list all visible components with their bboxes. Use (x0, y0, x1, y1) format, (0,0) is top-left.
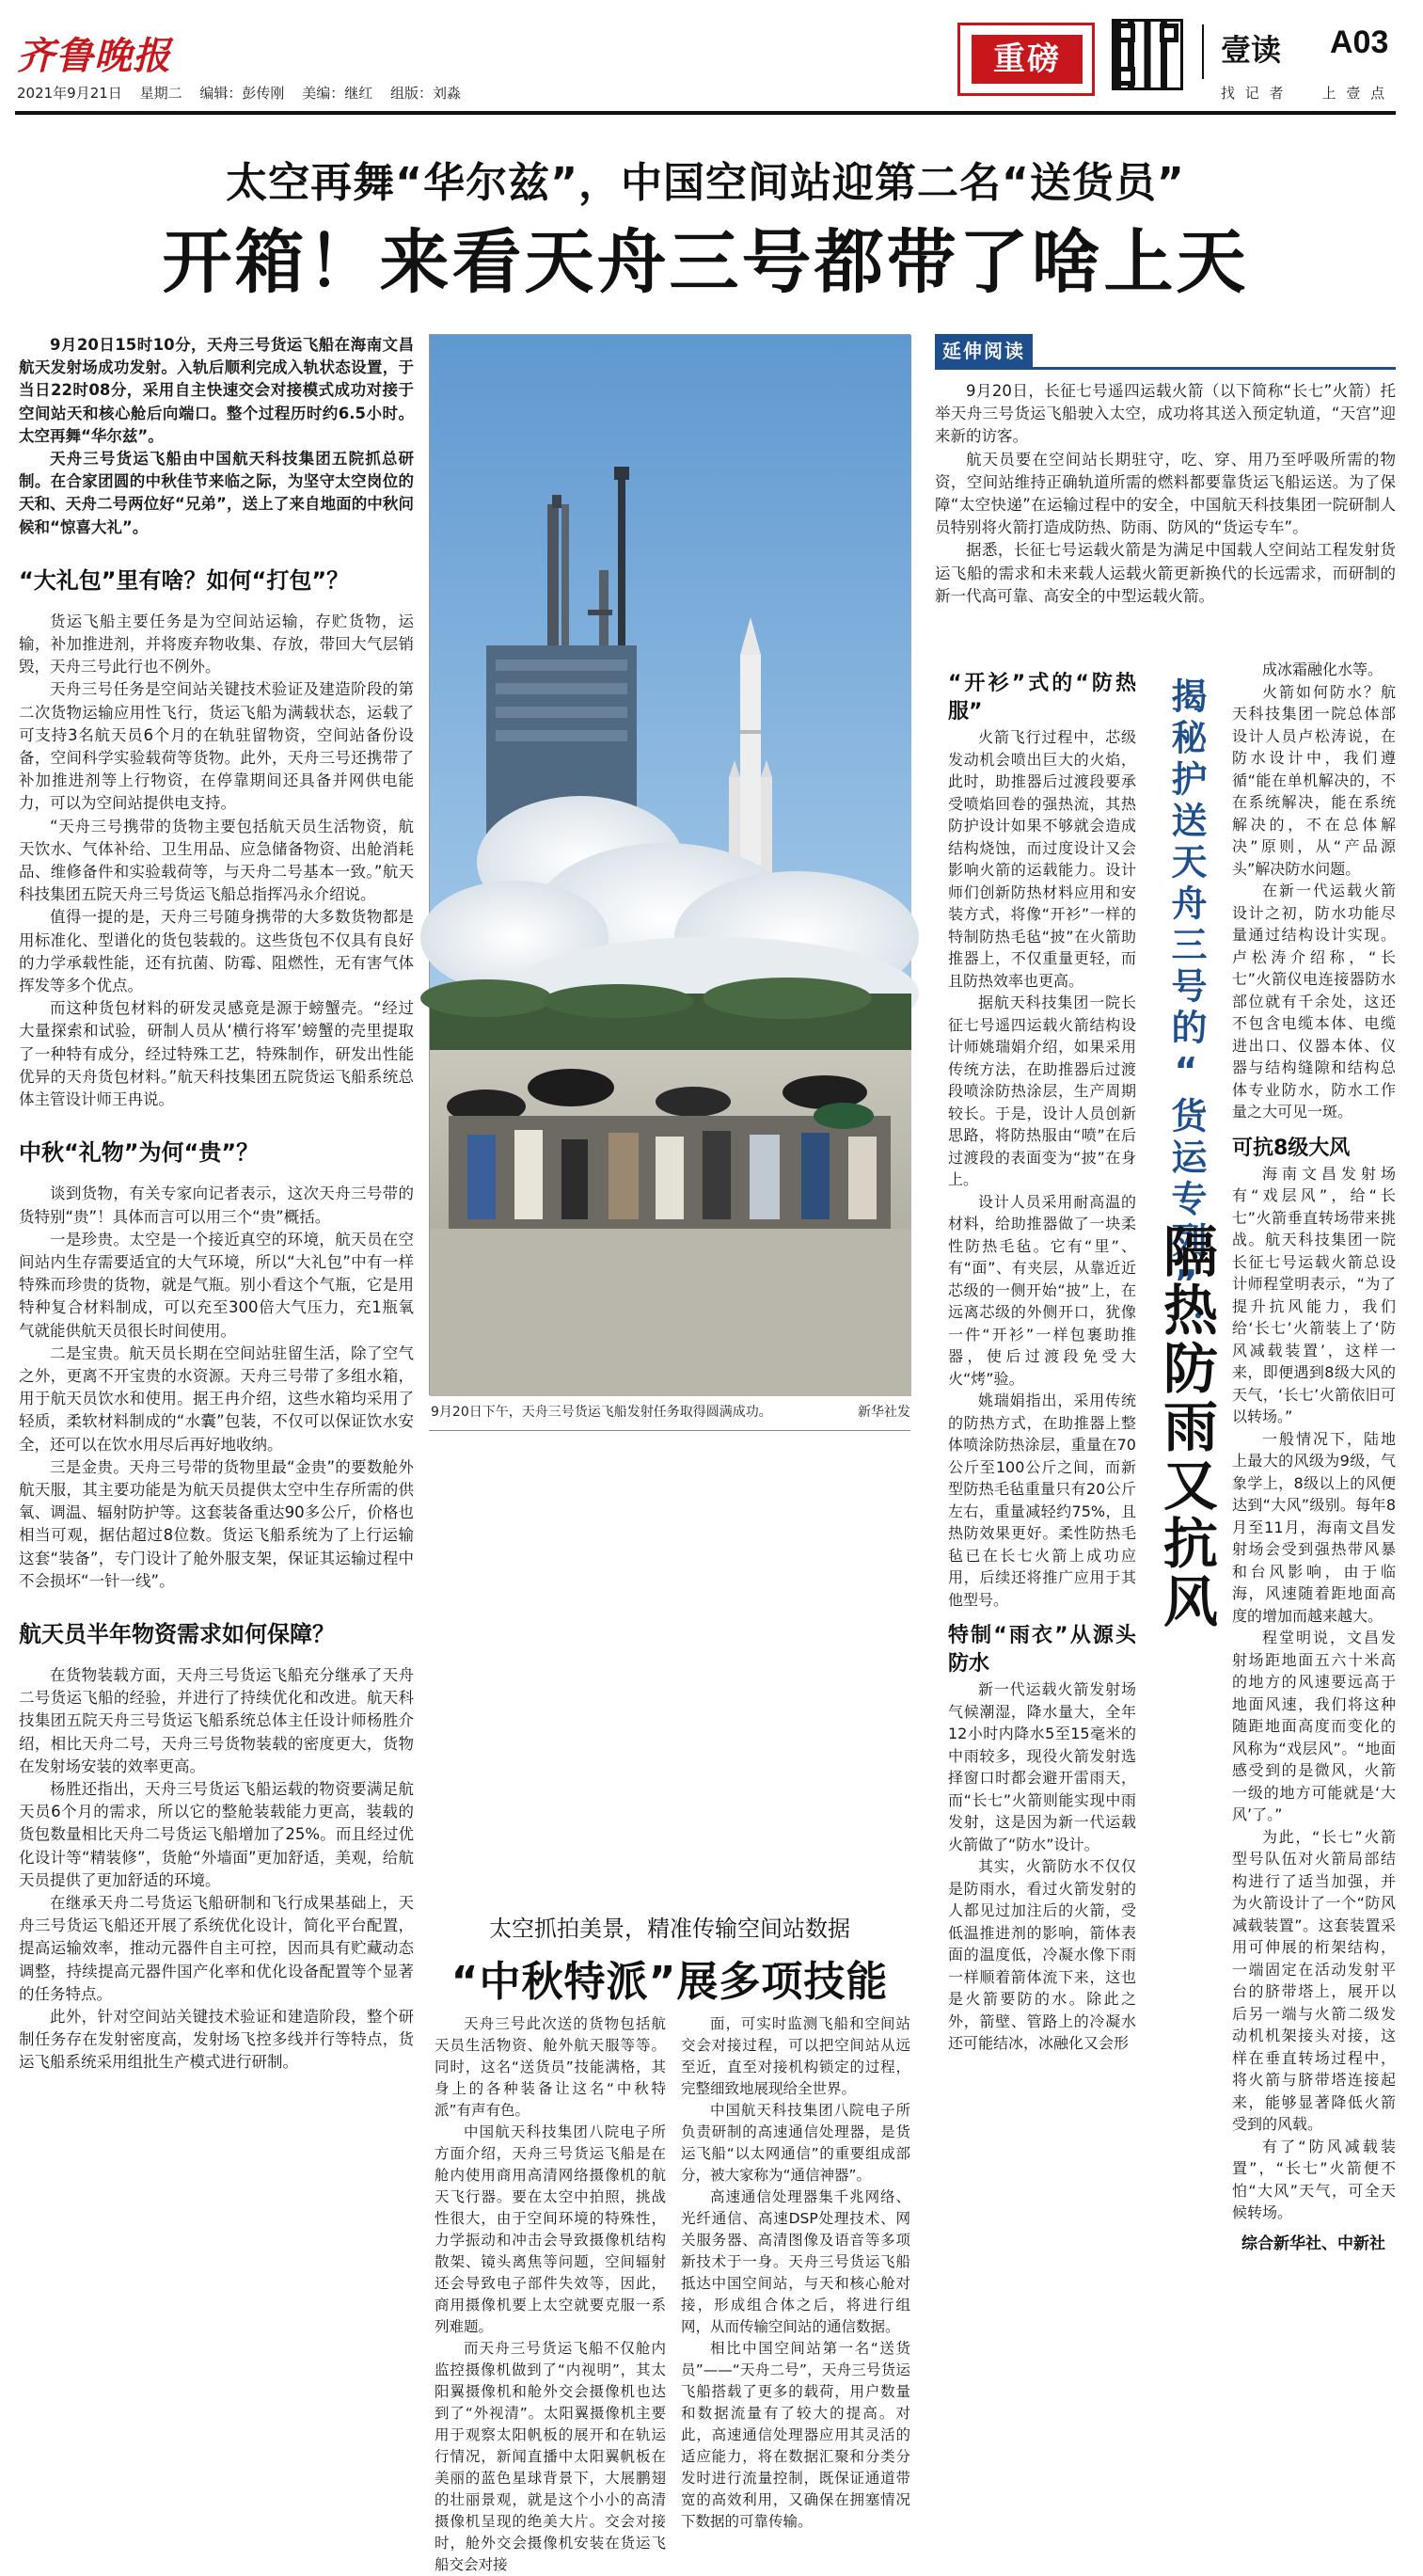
editor-credit: 编辑：彭传刚 (199, 85, 285, 102)
body-paragraph: 程堂明说，文昌发射场距地面五六十米高的地方的风速要远高于地面风速，我们将这种随距地面高度而变化的风称为“戏层风”。“地面感受到的是微风，火箭一级的地方可能就是‘大风’了。” (1232, 1629, 1396, 1823)
masthead-rule (15, 111, 1396, 115)
sub-article-kicker: 太空抓拍美景，精准传输空间站数据 (489, 1916, 850, 1942)
extended-reading-tab: 延伸阅读 (935, 334, 1033, 368)
section-heading: 航天员半年物资需求如何保障？ (19, 1620, 335, 1647)
sub-article-headline: “中秋特派”展多项技能 (451, 1958, 889, 2006)
body-paragraph: 据悉，长征七号运载火箭是为满足中国载人空间站工程发射货运飞船的需求和未来载人运载火箭更新换代的长远需求，而研制的新一代高可靠、高安全的中型运载火箭。 (935, 541, 1396, 605)
body-paragraph: 此外，针对空间站关键技术验证和建造阶段，整个研制任务存在发射密度高，发射场飞控多线并行等特点，货运飞船系统采用组批生产模式进行研制。 (19, 2008, 414, 2072)
launch-photo (429, 334, 910, 1395)
sidebar-heading: “开衫”式的“防热服” (948, 672, 1136, 724)
body-paragraph: 9月20日，长征七号遥四运载火箭（以下简称“长七”火箭）托举天舟三号货运飞船驶入太空，成功将其送入预定轨道，“天宫”迎来新的访客。 (935, 382, 1396, 446)
body-paragraph: 二是宝贵。航天员长期在空间站驻留生活，除了空气之外，更离不开宝贵的水资源。天舟三号带了多组水箱，用于航天员饮水和使用。据王冉介绍，这些水箱均采用了轻质，柔软材料制成的“水囊”包装，不仅可以保证饮水安全，还可以在饮水用尽后再好地收纳。 (19, 1344, 414, 1454)
photo-caption (431, 1402, 910, 1421)
body-paragraph: 海南文昌发射场有“戏层风”，给“长七”火箭垂直转场带来挑战。航天科技集团一院长征七号运载火箭总设计师程堂明表示，“为了提升抗风能力，我们给‘长七’火箭装上了‘防风减载装置’，这样一来，即便遇到8级大风的天气，‘长七’火箭依旧可以转场。” (1232, 1164, 1396, 1425)
extended-reading-rule (935, 367, 1396, 370)
section-heading: 中秋“礼物”为何“贵”？ (19, 1139, 260, 1167)
sidebar-heading: 特制“雨衣”从源头防水 (948, 1624, 1136, 1676)
body-paragraph: 在新一代运载火箭设计之初，防水功能尽量通过结构设计实现。卢松涛介绍称，“长七”火箭仪电连接器防水部位就有千余处，这还不包含电缆本体、电缆进出口、仪器本体、仪器与结构缝隙和结构总体专业防水，防水工作量之大可见一斑。 (1232, 882, 1396, 1121)
body-paragraph: 面，可实时监测飞船和空间站交会对接过程，可以把空间站从远至近，直至对接机构锁定的过程，完整细致地展现给全世界。 (681, 2015, 910, 2097)
body-paragraph: 相比中国空间站第一名“送货员”——“天舟二号”，天舟三号货运飞船搭载了更多的载荷，用户数量和数据流量有了较大的提高。对此，高速通信处理器应用其灵活的适应能力，将在数据汇聚和分类分发时进行流量控制，既保证通道带宽的高效利用，又确保在拥塞情况下数据的可靠传输。 (681, 2340, 910, 2530)
art-editor-credit: 美编：继红 (302, 85, 373, 102)
body-paragraph: 货运飞船主要任务是为空间站运输，存贮货物，运输，补加推进剂，并将废弃物收集、存放，带回大气层销毁，天舟三号此行也不例外。 (19, 612, 414, 676)
sidebar-intro (935, 380, 1396, 608)
body-paragraph: 三是金贵。天舟三号带的货物里最“金贵”的要数舱外航天服，其主要功能是为航天员提供太空中生存所需的供氧、调温、辐射防护等。这套装备重达90多公斤，价格也相当可观，据估超过8位数。货运飞船系统为了上行运输这套“装备”，专门设计了舱外服支架，保证其运输过程中不会损坏“一针一线”。 (19, 1457, 414, 1590)
body-paragraph: 一般情况下，陆地上最大的风级为9级，气象学上，8级以上的风便达到“大风”级别。每年8月至11月，海南文昌发射场会受到强热带风暴和台风影响，由于临海，风速随着距地面高度的增加而越来越大。 (1232, 1429, 1396, 1625)
body-paragraph: 一是珍贵。太空是一个接近真空的环境，航天员在空间站内生存需要适宜的大气环境，所以“大礼包”中有一样特殊而珍贵的货物，就是气瓶。别小看这个气瓶，它是用特种复合材料制成，可以充至300倍大气压力，充1瓶氧气就能供航天员很长时间使用。 (19, 1230, 414, 1340)
headline-kicker: 太空再舞“华尔兹”，中国空间站迎第二名“送货员” (226, 159, 1185, 207)
newspaper-logo: 齐鲁晚报 (17, 34, 171, 78)
issue-meta (17, 83, 474, 103)
issue-date: 2021年9月21日 (17, 85, 122, 102)
caption-rule (429, 1430, 910, 1431)
sub-article-column-a (435, 2013, 666, 2576)
body-paragraph: 航天员要在空间站长期驻守，吃、穿、用乃至呼吸所需的物资，空间站维持正确轨道所需的燃料都要靠货运飞船运送。为了保障“太空快递”在运输过程中的安全，中国航天科技集团一院研制人员特别将火箭打造成防热、防雨、防风的“货运专车”。 (935, 450, 1396, 537)
section-heading: “大礼包”里有啥？如何“打包”？ (19, 566, 350, 594)
body-paragraph: 新一代运载火箭发射场气候潮湿，降水量大，全年12小时内降水5至15毫米的中雨较多，现役火箭发射选择窗口时都会避开雷雨天，而“长七”火箭则能实现中雨发射，这是因为新一代运载火箭做了“防水”设计。 (948, 1680, 1136, 1853)
reporter-contact-value: 上 壹 点 (1321, 85, 1388, 102)
body-paragraph: 姚瑞娟指出，采用传统的防热方式，在助推器上整体喷涂防热涂层，重量在70公斤至100公斤之间，而新型防热毛毡重量只有20公斤左右，重量减轻约75%，且热防效果更好。柔性防热毛毡已在长七火箭上成功应用，后续还将推广应用于其他型号。 (948, 1391, 1136, 1609)
body-paragraph: 天舟三号任务是空间站关键技术验证及建造阶段的第二次货物运输应用性飞行，货运飞船为满载状态，运载了可支持3名航天员6个月的在轨驻留物资，空间站备份设备，空间科学实验载荷等货物。此外，天舟三号还携带了补加推进剂等上行物资，在停靠期间还具备并网供电能力，可以为空间站提供电支持。 (19, 680, 414, 813)
body-paragraph: 火箭如何防水？航天科技集团一院总体部设计人员卢松涛说，在防水设计中，我们遵循“能在单机解决的，不在系统解决，能在系统解决的，不在总体解决”原则，从“产品源头”解决防水问题。 (1232, 682, 1396, 878)
body-paragraph: 值得一提的是，天舟三号随身携带的大多数货物都是用标准化、型谱化的货包装载的。这些货包不仅具有良好的力学承载性能，还有抗菌、防霉、阻燃性，无有害气体挥发等多个优点。 (19, 908, 414, 995)
photo-caption-text: 9月20日下午，天舟三号货运飞船发射任务取得圆满成功。 (431, 1405, 772, 1420)
body-paragraph: 中国航天科技集团八院电子所方面介绍，天舟三号货运飞船是在舱内使用商用高清网络摄像机的航天飞行器。要在太空中拍照，挑战性很大，由于空间环境的特殊性，力学振动和冲击会导致摄像机结构散架、镜头离焦等问题，空间辐射还会导致电子部件失效等，因此，商用摄像机要上太空就要克服一系列难题。 (435, 2123, 666, 2335)
sidebar-vertical-subtitle: 隔热防雨又抗风 (1154, 1223, 1218, 1631)
body-paragraph: 火箭飞行过程中，芯级发动机会喷出巨大的火焰，此时，助推器后过渡段要承受喷焰回卷的强热流，其热防护设计如果不够就会造成结构烧蚀，而过度设计又会影响火箭的运载能力。设计师们创新防热材料应用和安装方式，将像“开衫”一样的特制防热毛毡“披”在火箭助推器上，不仅重量更轻，而且防热效率也更高。 (948, 728, 1136, 990)
body-paragraph: 中国航天科技集团八院电子所负责研制的高速通信处理器，是货运飞船“以太网通信”的重要组成部分，被大家称为“通信神器”。 (681, 2102, 910, 2184)
masthead (15, 17, 1396, 111)
reporter-contact (1221, 83, 1423, 103)
sidebar-column-left (948, 659, 1136, 2055)
qr-code-icon (1112, 19, 1183, 90)
body-paragraph: “天舟三号携带的货物主要包括航天员生活物资，航天饮水、气体补给、卫生用品、应急储备物资、出舱消耗品、维修备件和实验载荷等，与天舟二号基本一致。”航天科技集团五院天舟三号货运飞船总指挥冯永介绍说。 (19, 817, 414, 904)
body-paragraph: 据航天科技集团一院长征七号遥四运载火箭结构设计师姚瑞娟介绍，如果采用传统方法，在助推器后过渡段喷涂防热涂层，生产周期较长。于是，设计人员创新思路，将防热服由“喷”在后过渡段的表面变为“披”在身上。 (948, 994, 1136, 1188)
body-paragraph: 其实，火箭防水不仅仅是防雨水，看过火箭发射的人都见过加注后的火箭，受低温推进剂的影响，箭体表面的温度低，冷凝水像下雨一样顺着箭体流下来，这也是火箭要防的水。除此之外，箭壁、管路上的冷凝水还可能结冰，冰融化又会形 (948, 1857, 1136, 2052)
photo-credit: 新华社发 (858, 1405, 910, 1420)
body-paragraph: 为此，“长七”火箭型号队伍对火箭局部结构进行了适当加强，并为火箭设计了一个“防风减载装置”。这套装置采用可伸展的桁架结构，一端固定在活动发射平台的脐带塔上，展开以后另一端与火箭二级发动机机架接头对接，这样在垂直转场过程中，将火箭与脐带塔连接起来，能够显著降低火箭受到的风载。 (1232, 1827, 1396, 2133)
sidebar-column-right (1232, 659, 1396, 2224)
body-paragraph: 而这种货包材料的研发灵感竟是源于螃蟹壳。“经过大量探索和试验，研制人员从‘横行将军’螃蟹的壳里提取了一种特有成分，经过特殊工艺，特殊制作，研发出性能优异的天舟货包材料。”航天科技集团五院货运飞船系统总体主管设计师王冉说。 (19, 999, 414, 1109)
source-credit: 综合新华社、中新社 (1241, 2234, 1385, 2253)
body-paragraph: 在继承天舟二号货运飞船研制和飞行成果基础上，天舟三号货运飞船还开展了系统优化设计，简化平台配置，提高运输效率，推动元器件自主可控，因而具有贮藏动态调整，持续提高元器件国产化率和优化设备配置等个显著的任务特点。 (19, 1893, 414, 2003)
lead-paragraph: 天舟三号货运飞船由中国航天科技集团五院抓总研制。在合家团圆的中秋佳节来临之际，为坚守太空岗位的天和、天舟二号两位好“兄弟”，送上了来自地面的中秋问候和“惊喜大礼”。 (19, 450, 414, 536)
page-number: A03 (1330, 24, 1389, 60)
rocket-launch-illustration (430, 335, 911, 1396)
main-headline: 开箱！来看天舟三号都带了啥上天 (162, 222, 1249, 303)
body-paragraph: 成冰霜融化水等。 (1262, 660, 1383, 678)
reporter-contact-label: 找 记 者 (1221, 85, 1287, 102)
page-section-label: 壹读 (1221, 32, 1282, 68)
issue-weekday: 星期二 (139, 85, 182, 102)
sidebar-vertical-title: 揭秘护送天舟三号的“货运专列”： (1165, 677, 1207, 1351)
body-paragraph: 天舟三号此次送的货物包括航天员生活物资、舱外航天服等等。同时，这名“送货员”技能满格，其身上的各种装备让这名“中秋特派”有声有色。 (435, 2015, 666, 2119)
section-tag-label: 重磅 (972, 35, 1083, 84)
body-paragraph: 杨胜还指出，天舟三号货运飞船运载的物资要满足航天员6个月的需求，所以它的整舱装载能力更高，装载的货包数量相比天舟二号货运飞船增加了25%。而且经过优化设计等“精装修”，货舱“外墙面”更加舒适，美观，给航天员提供了更加舒适的环境。 (19, 1779, 414, 1889)
sub-article-column-b (681, 2013, 910, 2533)
body-paragraph: 设计人员采用耐高温的材料，给助推器做了一块柔性防热毛毡。它有“里”、有“面”、有夹层，从靠近近芯级的一侧开始“披”上，在远离芯级的外侧开口，犹像一件“开衫”一样包裹助推器，使后过渡段免受大火“烤”验。 (948, 1192, 1136, 1388)
section-tag (957, 23, 1095, 96)
sidebar-heading: 可抗8级大风 (1232, 1136, 1351, 1160)
lead-paragraph: 9月20日15时10分，天舟三号货运飞船在海南文昌航天发射场成功发射。入轨后顺利完成入轨状态设置，于当日22时08分，采用自主快速交会对接模式成功对接于空间站天和核心舱后向端口。整个过程历时约6.5小时。太空再舞“华尔兹”。 (19, 336, 414, 445)
body-paragraph: 高速通信处理器集千兆网络、光纤通信、高速DSP处理技术、网关服务器、高清图像及语音等多项新技术于一身。天舟三号货运飞船抵达中国空间站，与天和核心舱对接，形成组合体之后，将进行组网，从而传输空间站的通信数据。 (681, 2188, 910, 2335)
body-paragraph: 有了“防风减载装置”，“长七”火箭便不怕“大风”天气，可全天候转场。 (1232, 2137, 1396, 2221)
layout-editor-credit: 组版：刘淼 (389, 85, 461, 102)
main-article-column (19, 334, 414, 2075)
body-paragraph: 在货物装载方面，天舟三号货运飞船充分继承了天舟二号货运飞船的经验，并进行了持续优化和改进。航天科技集团五院天舟三号货运飞船系统总体主任设计师杨胜介绍，相比天舟二号，天舟三号货物装载的密度更大，货物在发射场安装的效率更高。 (19, 1665, 414, 1775)
masthead-divider (1202, 24, 1204, 79)
body-paragraph: 而天舟三号货运飞船不仅舱内监控摄像机做到了“内视明”，其太阳翼摄像机和舱外交会摄像机也达到了“外视清”。太阳翼摄像机主要用于观察太阳帆板的展开和在轨运行情况，新闻直播中太阳翼帆板在美丽的蓝色星球背景下，大展鹏翅的壮丽景观，就是这个小小的高清摄像机呈现的绝美大片。交会对接时，舱外交会摄像机安装在货运飞船交会对接 (435, 2340, 666, 2573)
body-paragraph: 谈到货物，有关专家向记者表示，这次天舟三号带的货特别“贵”！具体而言可以用三个“贵”概括。 (19, 1185, 414, 1226)
